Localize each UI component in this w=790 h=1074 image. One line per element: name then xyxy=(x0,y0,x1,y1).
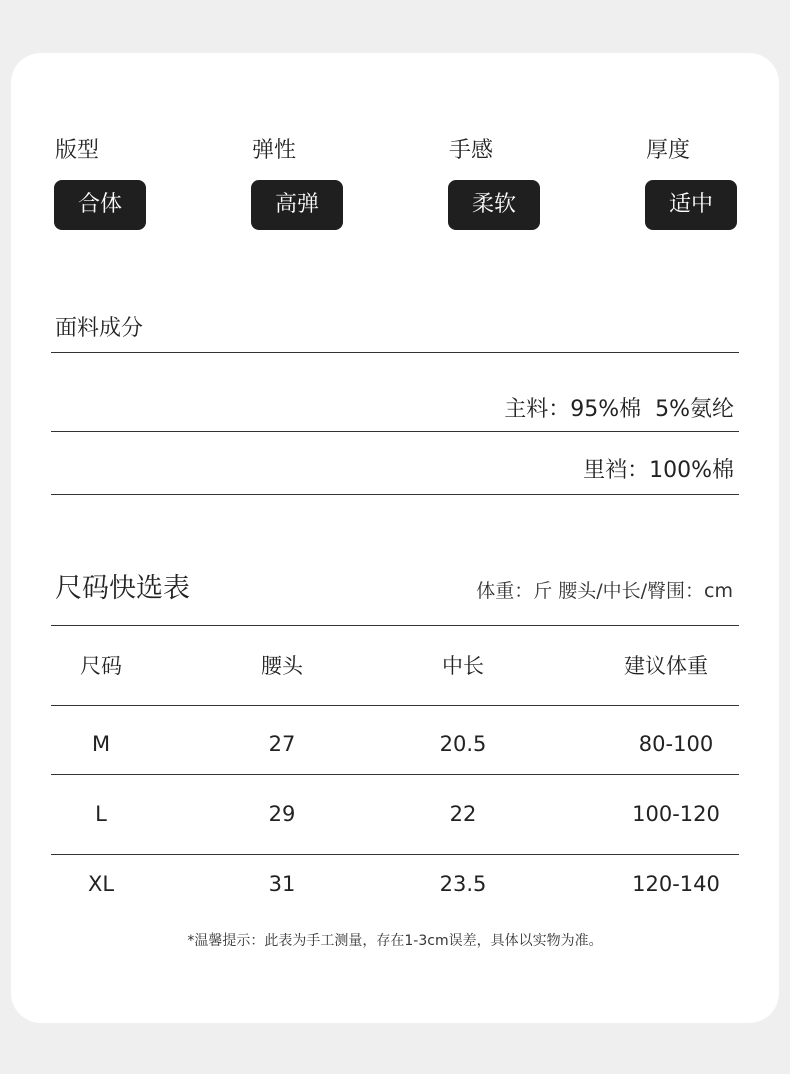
measurement-tip: *温馨提示：此表为手工测量，存在1-3cm误差，具体以实物为准。 xyxy=(187,933,603,949)
table-cell: 31 xyxy=(268,872,296,896)
attr-badge-fit: 合体 xyxy=(54,180,146,230)
table-header: 腰头 xyxy=(261,654,303,678)
attr-badge-feel: 柔软 xyxy=(448,180,540,230)
attr-badge-elasticity: 高弹 xyxy=(251,180,343,230)
divider xyxy=(51,854,739,855)
table-cell: 22 xyxy=(449,802,477,826)
fabric-main: 主料：95%棉 5%氨纶 xyxy=(504,397,734,422)
attr-badge-thickness: 适中 xyxy=(645,180,737,230)
attr-label-elasticity: 弹性 xyxy=(252,138,297,163)
table-cell: 29 xyxy=(268,802,296,826)
table-cell: 100-120 xyxy=(632,802,720,826)
table-header: 建议体重 xyxy=(624,654,708,678)
fabric-title: 面料成分 xyxy=(55,316,144,341)
table-header: 中长 xyxy=(442,654,484,678)
divider xyxy=(51,352,739,353)
attr-label-thickness: 厚度 xyxy=(646,138,691,163)
table-cell: M xyxy=(91,732,111,756)
divider xyxy=(51,431,739,432)
divider xyxy=(51,774,739,775)
table-cell: XL xyxy=(87,872,115,896)
table-cell: L xyxy=(95,802,107,826)
fabric-lining: 里裆：100%棉 xyxy=(583,458,734,483)
size-chart-title: 尺码快选表 xyxy=(55,573,190,604)
table-cell: 80-100 xyxy=(638,732,714,756)
table-cell: 23.5 xyxy=(439,872,487,896)
attr-label-fit: 版型 xyxy=(55,138,100,163)
table-cell: 20.5 xyxy=(439,732,487,756)
divider xyxy=(51,494,739,495)
divider xyxy=(51,625,739,626)
attr-label-feel: 手感 xyxy=(449,138,494,163)
divider xyxy=(51,705,739,706)
size-unit-note: 体重：斤 腰头/中长/臀围：cm xyxy=(476,580,733,602)
table-cell: 27 xyxy=(268,732,296,756)
table-header: 尺码 xyxy=(80,654,122,678)
table-cell: 120-140 xyxy=(632,872,720,896)
